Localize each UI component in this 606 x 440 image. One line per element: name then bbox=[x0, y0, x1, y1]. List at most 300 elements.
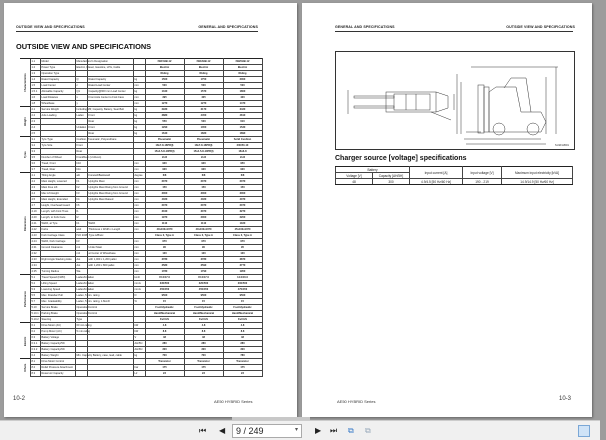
spec-no: 4.24 bbox=[30, 239, 40, 245]
spec-value: 6/8 bbox=[223, 173, 262, 179]
spec-symbol: l2 bbox=[75, 215, 87, 221]
spec-value: Foot/Hydraulic bbox=[184, 305, 223, 311]
spec-symbol: h1 bbox=[75, 179, 87, 185]
spec-condition: Uprights Mast bbox=[87, 179, 133, 185]
spec-value: 1530 bbox=[223, 125, 262, 131]
spec-value: 300 bbox=[223, 347, 262, 353]
spec-value: 420 bbox=[223, 95, 262, 101]
spec-symbol: s/e/l bbox=[75, 227, 87, 233]
spec-item: Tilting Angle bbox=[40, 173, 75, 179]
spec-unit: kg bbox=[133, 113, 145, 119]
spec-item: Steering bbox=[40, 317, 75, 323]
spec-value: 450/450 bbox=[184, 287, 223, 293]
bottom-toolbar bbox=[0, 420, 600, 440]
spec-item: Allowable Capacity bbox=[40, 89, 75, 95]
spec-value: 2000 bbox=[184, 215, 223, 221]
spec-item: Pump Motor (AC) bbox=[40, 329, 75, 335]
spec-condition: Thickness x Width x Length bbox=[87, 227, 133, 233]
spec-condition: with 1,000 x 1,200 pallet bbox=[87, 257, 133, 263]
spec-value: 2070 bbox=[184, 179, 223, 185]
two-page-continuous-view-icon[interactable] bbox=[594, 425, 606, 437]
spec-value: 15 bbox=[223, 299, 262, 305]
spec-item: Max. Gradeability bbox=[40, 299, 75, 305]
spec-value: 280 bbox=[184, 341, 223, 347]
series-label: AE50 HYBRID Series bbox=[337, 399, 376, 404]
spec-value: 14.0/16.0 bbox=[223, 275, 262, 281]
spec-value: 15.0/17.0 bbox=[145, 275, 184, 281]
first-page-icon[interactable]: ⏮ bbox=[199, 426, 207, 435]
col-header: Input current [A] bbox=[410, 167, 463, 179]
spec-unit: kg bbox=[133, 125, 145, 131]
spec-unit: AH/5hr bbox=[133, 341, 145, 347]
spec-value: 1950 bbox=[223, 269, 262, 275]
spec-symbol: Operation/Control bbox=[76, 312, 97, 315]
spec-unit: mm bbox=[133, 251, 145, 257]
spec-item: Max Lift Height bbox=[40, 191, 75, 197]
single-page-view-icon[interactable] bbox=[545, 425, 557, 437]
spec-item: Model bbox=[40, 59, 75, 65]
spec-symbol: ISO 2328, Type A/B/etc bbox=[76, 234, 104, 237]
spec-unit: mm bbox=[133, 197, 145, 203]
spec-value: 2070 bbox=[223, 179, 262, 185]
spec-value: 1890 bbox=[223, 131, 262, 137]
spec-value: 4450 bbox=[184, 113, 223, 119]
spec-value: 970 bbox=[184, 239, 223, 245]
spec-item: Battery Capacity/6hr bbox=[40, 347, 75, 353]
spec-symbol: Laden/Unladen bbox=[76, 282, 95, 285]
spec-no: 1.3 bbox=[30, 71, 40, 77]
spec-symbol: b3 bbox=[75, 239, 87, 245]
spec-symbol: b1 bbox=[75, 221, 87, 227]
spec-unit: mm bbox=[133, 221, 145, 227]
spec-value: Pneumatic bbox=[184, 137, 223, 143]
spec-item: Tread, Rear bbox=[40, 167, 75, 173]
spec-item: Fork Carriage Class bbox=[40, 233, 75, 239]
spec-value: Riding bbox=[223, 71, 262, 77]
pdf-page-left bbox=[4, 3, 297, 417]
spec-value: 1180 bbox=[223, 221, 262, 227]
spec-value: 2000 bbox=[223, 77, 262, 83]
spec-unit: mm bbox=[133, 191, 145, 197]
spec-value: 15x4.5-8-10PR(I) bbox=[184, 149, 223, 155]
spec-unit: kW bbox=[133, 323, 145, 329]
spec-item: Power Type bbox=[40, 65, 75, 71]
spec-symbol: x bbox=[75, 95, 87, 101]
spec-unit: kg bbox=[133, 89, 145, 95]
spec-no: 4.7 bbox=[30, 203, 40, 209]
spec-value: 395 bbox=[145, 95, 184, 101]
spec-value: FB18HB-12 bbox=[184, 59, 223, 65]
spec-value: 3780 bbox=[184, 257, 223, 263]
spec-no: 6.2 bbox=[30, 329, 40, 335]
spec-value: 23 bbox=[223, 371, 262, 377]
spec-value: 40x100x1070 bbox=[184, 227, 223, 233]
spec-value: 40x100x1070 bbox=[145, 227, 184, 233]
spec-value: 1110 bbox=[145, 221, 184, 227]
spec-value: 970 bbox=[145, 239, 184, 245]
spec-no: 4.2 bbox=[30, 179, 40, 185]
spec-value: 2x/2 bbox=[145, 155, 184, 161]
forklift-outline-drawing bbox=[335, 51, 575, 150]
spec-item: Forks bbox=[40, 227, 75, 233]
spec-unit: mm bbox=[133, 167, 145, 173]
spec-value: 1750 bbox=[184, 77, 223, 83]
spec-no: 1.2 bbox=[30, 65, 40, 71]
spec-no: 5.1 bbox=[30, 275, 40, 281]
spec-value: 23 bbox=[184, 371, 223, 377]
spec-value: 120 bbox=[184, 251, 223, 257]
spec-no: 1.5.1 bbox=[30, 89, 40, 95]
spec-value: Full HS bbox=[223, 317, 262, 323]
two-page-view-icon[interactable] bbox=[578, 425, 590, 437]
spec-value: 610 bbox=[223, 119, 262, 125]
spec-no: 6.3.1 bbox=[30, 341, 40, 347]
spec-value: 3000 bbox=[184, 191, 223, 197]
spec-value: 700 bbox=[184, 353, 223, 359]
spec-value: 1790 bbox=[184, 269, 223, 275]
spec-condition: Rear bbox=[87, 131, 133, 137]
go-forward-view-icon[interactable]: ⧉ bbox=[365, 426, 371, 435]
spec-value: 15.0/17.0 bbox=[184, 275, 223, 281]
spec-value: 1270 bbox=[145, 101, 184, 107]
page-number-field[interactable] bbox=[232, 424, 302, 438]
spec-value: Transistor bbox=[223, 359, 262, 365]
spec-condition: Width bbox=[87, 221, 133, 227]
spec-symbol: h2 bbox=[75, 185, 87, 191]
spec-value: FB20HB-12 bbox=[223, 59, 262, 65]
spec-value: 470/450 bbox=[223, 287, 262, 293]
spec-unit: kg bbox=[133, 353, 145, 359]
spec-condition: Under Mast bbox=[87, 245, 133, 251]
continuous-view-icon[interactable] bbox=[562, 425, 574, 437]
spec-no: 3.5 bbox=[30, 155, 40, 161]
spec-value: 1350 bbox=[184, 125, 223, 131]
spec-condition: at Center of Wheelbase bbox=[87, 251, 133, 257]
spec-value: 900 bbox=[223, 167, 262, 173]
spec-symbol: Wa bbox=[75, 269, 87, 275]
spec-group-label: Tyres bbox=[20, 137, 30, 173]
spec-unit: kg bbox=[133, 107, 145, 113]
spec-value: Class 2, Type A bbox=[145, 233, 184, 239]
spec-value: 95 bbox=[223, 245, 262, 251]
spec-value: 780 bbox=[223, 353, 262, 359]
spec-value: 3170 bbox=[184, 107, 223, 113]
spec-no: 1.4 bbox=[30, 77, 40, 83]
spec-item: Width, at Tyre bbox=[40, 221, 75, 227]
spec-value: 175 bbox=[184, 365, 223, 371]
spec-value: 2070 bbox=[145, 179, 184, 185]
spec-symbol: 5 min.rating bbox=[76, 330, 91, 333]
spec-value: 1970 bbox=[145, 215, 184, 221]
go-back-view-icon[interactable]: ⧉ bbox=[348, 426, 354, 435]
top-view bbox=[348, 90, 454, 120]
spec-unit: AH/6hr bbox=[133, 347, 145, 353]
spec-value: 120 bbox=[145, 251, 184, 257]
spec-item: Number of Wheel bbox=[40, 155, 75, 161]
spec-no: 4.4 bbox=[30, 191, 40, 197]
page-title: OUTSIDE VIEW AND SPECIFICATIONS bbox=[16, 42, 152, 51]
spec-value: 500 bbox=[184, 83, 223, 89]
page-number-value: 9 / 249 bbox=[236, 426, 264, 436]
spec-value: Class 2, Type A bbox=[184, 233, 223, 239]
spec-item: Turning Radius bbox=[40, 269, 75, 275]
cell-input-current: 4.9/4.5 [50 Hz/60 Hz] bbox=[410, 179, 463, 185]
spec-value: 2200 bbox=[223, 215, 262, 221]
header-rule bbox=[335, 31, 573, 32]
spec-condition: Rated Capacity bbox=[87, 77, 133, 83]
spec-no: 6.1 bbox=[30, 323, 40, 329]
spec-unit: mm bbox=[133, 269, 145, 275]
spec-unit: N bbox=[133, 293, 145, 299]
spec-no: 3.6 bbox=[30, 161, 40, 167]
spec-symbol: a/b bbox=[75, 173, 87, 179]
spec-value: Electric bbox=[145, 65, 184, 71]
spec-value: Transistor bbox=[184, 359, 223, 365]
spec-unit: kg bbox=[133, 119, 145, 125]
spec-value: Class 2, Type A bbox=[223, 233, 262, 239]
spec-value: 520 bbox=[184, 119, 223, 125]
spec-symbol: l1 bbox=[75, 209, 87, 215]
spec-symbol: b11 bbox=[75, 167, 87, 173]
spec-no: 5.5 bbox=[30, 293, 40, 299]
pdf-page-right bbox=[302, 3, 592, 417]
spec-symbol: Unladen bbox=[76, 126, 87, 129]
spec-unit: mm bbox=[133, 95, 145, 101]
spec-unit: % bbox=[133, 299, 145, 305]
spec-value: 150 bbox=[184, 185, 223, 191]
spec-value: 48 bbox=[223, 335, 262, 341]
spec-value: 4.8 bbox=[223, 323, 262, 329]
spec-value: 405 bbox=[184, 95, 223, 101]
spec-value: 1780 bbox=[145, 269, 184, 275]
spec-value: Foot/Hydraulic bbox=[223, 305, 262, 311]
spec-value: 120 bbox=[223, 251, 262, 257]
spec-no: 6.4 bbox=[30, 353, 40, 359]
spec-symbol bbox=[75, 371, 87, 377]
spec-no: 4.1 bbox=[30, 173, 40, 179]
spec-item: Length, to Fork Face bbox=[40, 215, 75, 221]
spec-value: 1570 bbox=[184, 89, 223, 95]
spec-value: Electric bbox=[223, 65, 262, 71]
spec-symbol: Ast bbox=[75, 257, 87, 263]
spec-value: 2x/2 bbox=[184, 155, 223, 161]
spec-value: 175 bbox=[145, 365, 184, 371]
spec-value: 2930 bbox=[145, 107, 184, 113]
spec-value: 8.8 bbox=[184, 329, 223, 335]
spec-item: Lifting Speed bbox=[40, 281, 75, 287]
spec-symbol: Manufacturer's Designation bbox=[76, 60, 108, 63]
spec-value: Hand/Mechanical bbox=[223, 311, 262, 317]
spec-no: 2.3 bbox=[30, 119, 40, 125]
spec-no: 5.10.1 bbox=[31, 312, 39, 315]
spec-value: 9500 bbox=[223, 293, 262, 299]
chevron-down-icon[interactable]: ▾ bbox=[294, 427, 298, 433]
col-header: Capacity [AH/5H] bbox=[373, 173, 410, 179]
spec-value: 9500 bbox=[145, 293, 184, 299]
spec-value: 18x7-8-16PR(I) bbox=[184, 143, 223, 149]
spec-value: 18x7-8-16PR(I) bbox=[145, 143, 184, 149]
spec-unit: mm bbox=[133, 245, 145, 251]
spec-value: 9500 bbox=[184, 293, 223, 299]
spec-no: 4.21 bbox=[30, 221, 40, 227]
spec-no: 8.2 bbox=[30, 365, 40, 371]
spec-symbol: Electric, Diesel, Gasoline, LPG, Cable bbox=[76, 66, 121, 69]
spec-value: 4070 bbox=[223, 197, 262, 203]
spec-value: 500 bbox=[145, 83, 184, 89]
spec-value: 200/50-10 bbox=[223, 143, 262, 149]
spec-no: 4.19 bbox=[30, 209, 40, 215]
spec-no: 6.3.2 bbox=[30, 347, 40, 353]
spec-no: 1.5 bbox=[30, 83, 40, 89]
spec-item: Travel Speed (FWD) bbox=[40, 275, 75, 281]
spec-no: 6.3 bbox=[30, 335, 40, 341]
cell-input-voltage: 190 - 219 bbox=[463, 179, 502, 185]
spec-unit: kg bbox=[133, 131, 145, 137]
spec-value: 3420 bbox=[223, 107, 262, 113]
spec-unit: mm bbox=[133, 179, 145, 185]
spec-value: 4020 bbox=[184, 197, 223, 203]
spec-value: 3590 bbox=[184, 263, 223, 269]
spec-symbol: Cushion, Pneumatic, Polyurethane bbox=[76, 138, 117, 141]
spec-value: 1290 bbox=[145, 125, 184, 131]
spec-no: 4.32 bbox=[30, 251, 40, 257]
spec-value: 45x100x1070 bbox=[223, 227, 262, 233]
spec-value: 3070 bbox=[184, 209, 223, 215]
spec-value: 4810 bbox=[223, 113, 262, 119]
spec-no: 4.31 bbox=[30, 245, 40, 251]
spec-unit: mm bbox=[133, 161, 145, 167]
drawing-code: SU2FHB01 bbox=[554, 143, 569, 147]
spec-condition: Rear bbox=[87, 119, 133, 125]
spec-no: 8.1 bbox=[30, 359, 40, 365]
spec-value: 450/450 bbox=[145, 287, 184, 293]
prev-page-icon[interactable]: ◀ bbox=[219, 426, 226, 435]
spec-no: 5.2 bbox=[30, 281, 40, 287]
spec-value: 300 bbox=[145, 347, 184, 353]
spec-value: 900 bbox=[145, 167, 184, 173]
spec-item: Parking Brake bbox=[40, 311, 75, 317]
spec-unit: degree bbox=[133, 173, 145, 179]
spec-item: Load Center bbox=[40, 83, 75, 89]
spec-value: 2070 bbox=[184, 203, 223, 209]
running-header-left: OUTSIDE VIEW AND SPECIFICATIONS bbox=[16, 25, 85, 29]
spec-condition: Forward/Backward bbox=[87, 173, 133, 179]
spec-symbol: b10 bbox=[75, 161, 87, 167]
spec-value: Riding bbox=[184, 71, 223, 77]
spec-unit: km/h bbox=[133, 275, 145, 281]
spec-item: Rated Capacity bbox=[40, 77, 75, 83]
spec-value: Hand/Mechanical bbox=[145, 311, 184, 317]
spec-item: Mast Height, Lowered bbox=[40, 179, 75, 185]
spec-unit: mm/s bbox=[133, 287, 145, 293]
last-page-icon[interactable]: ⏭ bbox=[330, 426, 338, 435]
spec-value: 3270 bbox=[223, 209, 262, 215]
spec-symbol: Q1 bbox=[75, 89, 87, 95]
spec-no: 4.5 bbox=[30, 197, 40, 203]
spec-group-label: Others bbox=[20, 359, 30, 377]
spec-value: Foot/Hydraulic bbox=[145, 305, 184, 311]
charger-title: Charger source [voltage] specifications bbox=[335, 155, 467, 162]
forklift-drawing-svg bbox=[336, 52, 574, 149]
spec-symbol: Front/Rear (x=driven) bbox=[76, 156, 102, 159]
spec-value: 950 bbox=[223, 161, 262, 167]
spec-value: 1270 bbox=[184, 101, 223, 107]
spec-unit: mm/s bbox=[133, 281, 145, 287]
spec-unit: mm bbox=[133, 257, 145, 263]
spec-symbol: Laden, 5 min. rating, 1.6km/h bbox=[76, 300, 111, 303]
spec-condition: Capacity@600 mm Load Center bbox=[87, 89, 133, 95]
charger-table bbox=[335, 166, 573, 185]
spec-value: Full HS bbox=[145, 317, 184, 323]
spec-row bbox=[20, 371, 262, 377]
cell-voltage: 48 bbox=[336, 179, 373, 185]
spec-item: Ground Clearance bbox=[40, 245, 75, 251]
spec-unit: mm bbox=[133, 227, 145, 233]
next-page-icon[interactable]: ▶ bbox=[315, 426, 322, 435]
spec-value: 550 bbox=[145, 119, 184, 125]
running-header-left: GENERAL AND SPECIFICATIONS bbox=[335, 25, 395, 29]
spec-value: 48 bbox=[184, 335, 223, 341]
spec-unit: mm bbox=[133, 203, 145, 209]
spec-no: 3.3 bbox=[30, 149, 40, 155]
spec-value: 4020 bbox=[145, 197, 184, 203]
spec-symbol: Type bbox=[75, 317, 87, 323]
spec-value: 1500 bbox=[145, 77, 184, 83]
spec-symbol: Front bbox=[75, 143, 87, 149]
spec-condition: Front bbox=[87, 125, 133, 131]
spec-unit: mm bbox=[133, 239, 145, 245]
spec-no: 5.10.2 bbox=[31, 318, 39, 321]
spec-unit: kg bbox=[133, 77, 145, 83]
spec-symbol: Laden/Unladen bbox=[76, 276, 95, 279]
spec-value: 900 bbox=[184, 167, 223, 173]
spec-no: 1.1 bbox=[30, 59, 40, 65]
spec-table bbox=[20, 58, 263, 377]
spec-item: Service Brake bbox=[40, 305, 75, 311]
spec-no: 1.6 bbox=[30, 95, 40, 101]
spec-item: Tyre Size bbox=[40, 143, 75, 149]
spec-value: FB15HB-12 bbox=[145, 59, 184, 65]
spec-value: Electric bbox=[184, 65, 223, 71]
spec-value: 15x4.5-8-10PR(I) bbox=[145, 149, 184, 155]
spec-item: Tread, Front bbox=[40, 161, 75, 167]
spec-value: 2070 bbox=[145, 203, 184, 209]
spec-value: 700 bbox=[145, 353, 184, 359]
spec-condition: with 1,200 x 800 pallet bbox=[87, 263, 133, 269]
spec-item: Service Weight bbox=[40, 107, 75, 113]
col-header: Maximum input electricity [kVA] bbox=[502, 167, 573, 179]
spec-item: Relief Pressure Attachment bbox=[40, 365, 75, 371]
spec-value: 1340 bbox=[145, 89, 184, 95]
spec-no: 5.7 bbox=[30, 299, 40, 305]
spec-no: 1.8 bbox=[30, 101, 40, 107]
spec-unit: bar bbox=[133, 365, 145, 371]
col-header: Input voltage [V] bbox=[463, 167, 502, 179]
spec-item: Lowering Speed bbox=[40, 287, 75, 293]
spec-value: 23 bbox=[145, 371, 184, 377]
spec-value: 2070 bbox=[223, 203, 262, 209]
spec-no: 2.1 bbox=[30, 107, 40, 113]
spec-item: Load Distance bbox=[40, 95, 75, 101]
running-header-right: OUTSIDE VIEW AND SPECIFICATIONS bbox=[506, 25, 575, 29]
spec-value: 90 bbox=[145, 245, 184, 251]
running-header-right: GENERAL AND SPECIFICATIONS bbox=[198, 25, 258, 29]
spec-unit: mm bbox=[133, 263, 145, 269]
spec-group-label: Weight bbox=[20, 107, 30, 137]
spec-symbol: h6 bbox=[75, 203, 87, 209]
series-label: AE50 HYBRID Series bbox=[214, 399, 253, 404]
spec-symbol: m2 bbox=[75, 251, 87, 257]
